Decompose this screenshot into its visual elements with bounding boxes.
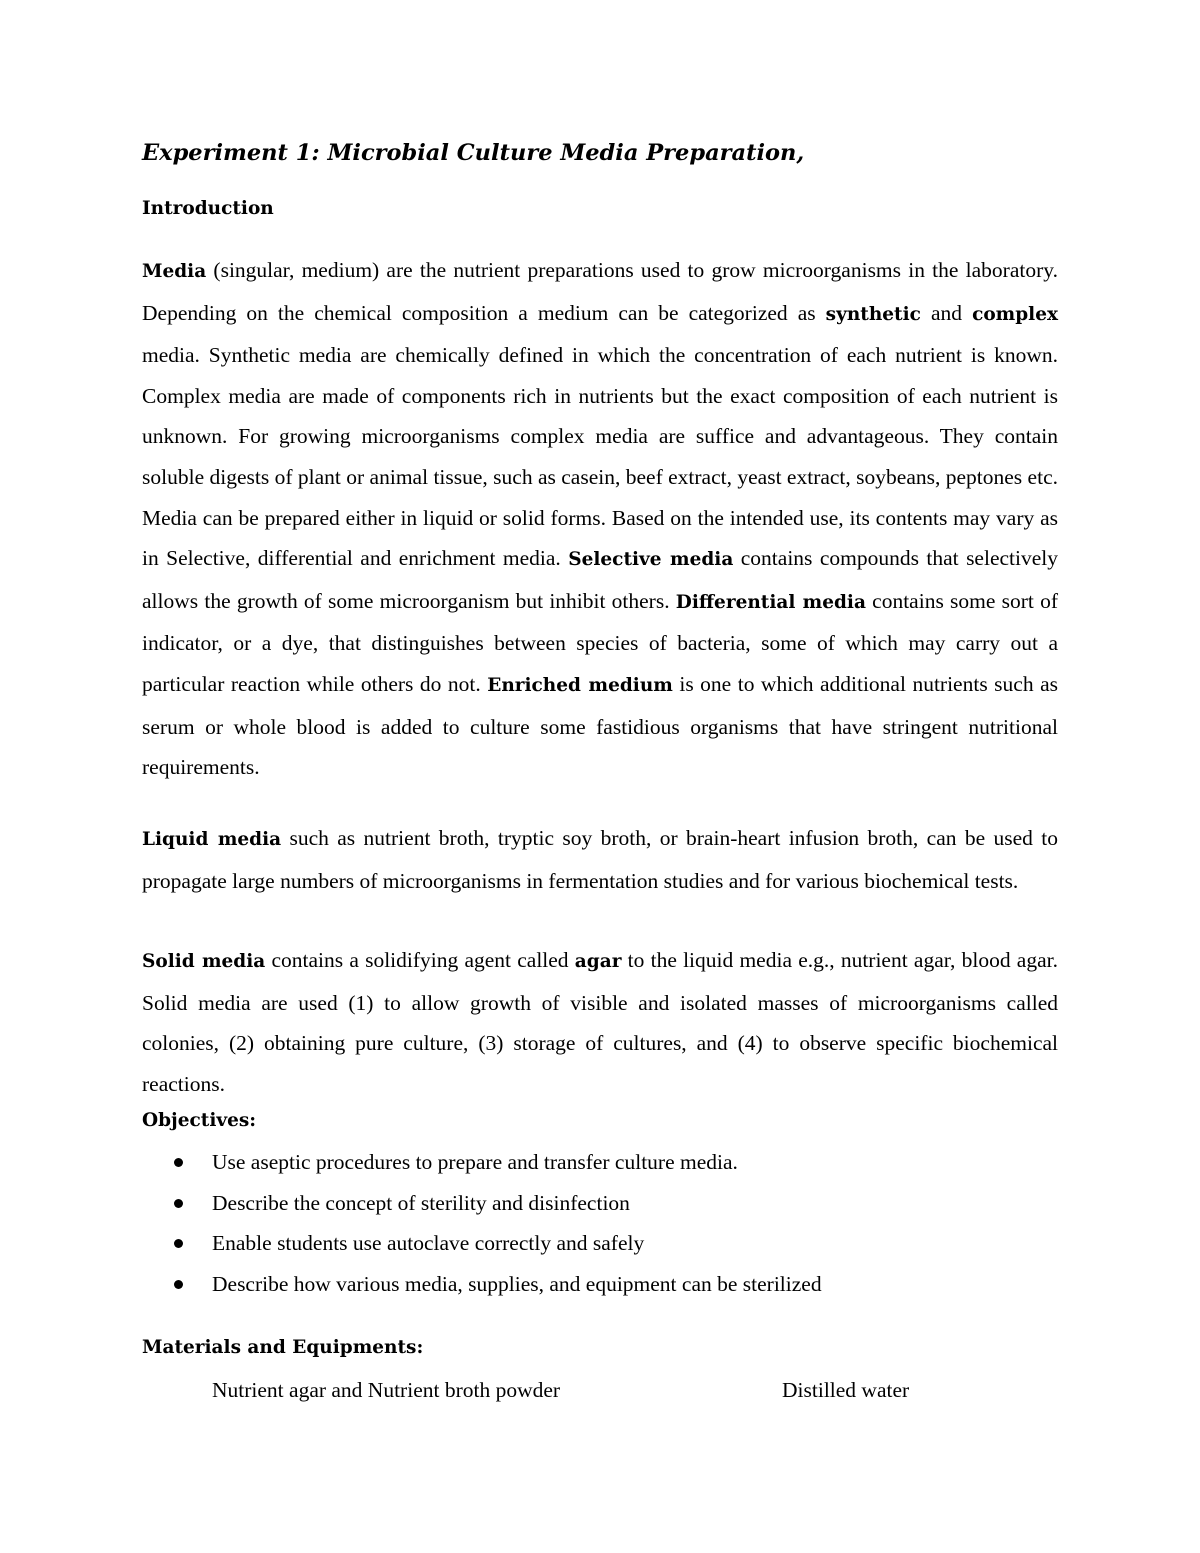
- term-differential-media: Differential media: [675, 591, 866, 613]
- term-liquid-media: Liquid media: [142, 829, 282, 850]
- term-enriched-medium: Enriched medium: [487, 674, 673, 696]
- bullet-icon: [174, 1199, 183, 1208]
- materials-heading: Materials and Equipments:: [142, 1337, 424, 1358]
- bullet-icon: [174, 1158, 183, 1167]
- term-media: Media: [142, 261, 207, 282]
- material-item: Nutrient agar and Nutrient broth powder: [212, 1378, 561, 1402]
- introduction-paragraph: Media (singular, medium) are the nutrient preparations used to grow microorganisms in the laboratory. Depending on the chemical composition a medium can be categorized as synthetic and complex media. Synthetic media are chemically defined in which the concentration of each nutrient is known. Complex media are made of components rich in nutrients but the exact composition of each nutrient is unknown. For growing microorganisms complex media are suffice and advantageous. They contain soluble digests of plant or animal tissue, such as casein, beef extract, yeast extract, soybeans, peptones etc. Media can be prepared either in liquid or solid forms. Based on the intended use, its contents may vary as in Selective, differential and enrichment media. Selective media contains compounds that selectively allows the growth of some microorganism but inhibit others. Differential media contains some sort of indicator, or a dye, that distinguishes between species of bacteria, some of which may carry out a particular reaction while others do not. Enriched medium is one to which additional nutrients such as serum or whole blood is added to culture some fastidious organisms that have stringent nutritional requirements.: [142, 258, 1059, 780]
- liquid-media-paragraph: Liquid media such as nutrient broth, tryptic soy broth, or brain-heart infusion broth, can be used to propagate large numbers of microorganisms in fermentation studies and for various biochemical tests.: [142, 826, 1059, 893]
- term-agar: agar: [574, 951, 622, 972]
- term-solid-media: Solid media: [142, 951, 266, 972]
- introduction-heading: Introduction: [142, 198, 274, 219]
- materials-row: [212, 1372, 1012, 1408]
- solid-media-paragraph: Solid media contains a solidifying agent called agar to the liquid media e.g., nutrient agar, blood agar. Solid media are used (1) to allow growth of visible and isolated masses of microorganisms called colonies, (2) obtaining pure culture, (3) storage of cultures, and (4) to observe specific biochemical reactions.: [142, 948, 1058, 1096]
- list-item: Enable students use autoclave correctly and safely: [142, 1223, 822, 1264]
- list-item: Describe how various media, supplies, and equipment can be sterilized: [142, 1264, 822, 1305]
- term-synthetic: synthetic: [825, 303, 921, 325]
- term-complex: complex: [972, 303, 1059, 325]
- term-selective-media: Selective media: [568, 549, 734, 571]
- bullet-icon: [174, 1280, 183, 1289]
- bullet-icon: [174, 1239, 183, 1248]
- list-item: Describe the concept of sterility and disinfection: [142, 1183, 822, 1224]
- list-item: Use aseptic procedures to prepare and transfer culture media.: [142, 1142, 822, 1183]
- material-item: Distilled water: [782, 1378, 910, 1402]
- objectives-list: [142, 1142, 822, 1304]
- page-title: Experiment 1: Microbial Culture Media Preparation,: [142, 140, 805, 166]
- objectives-heading: Objectives:: [142, 1110, 257, 1131]
